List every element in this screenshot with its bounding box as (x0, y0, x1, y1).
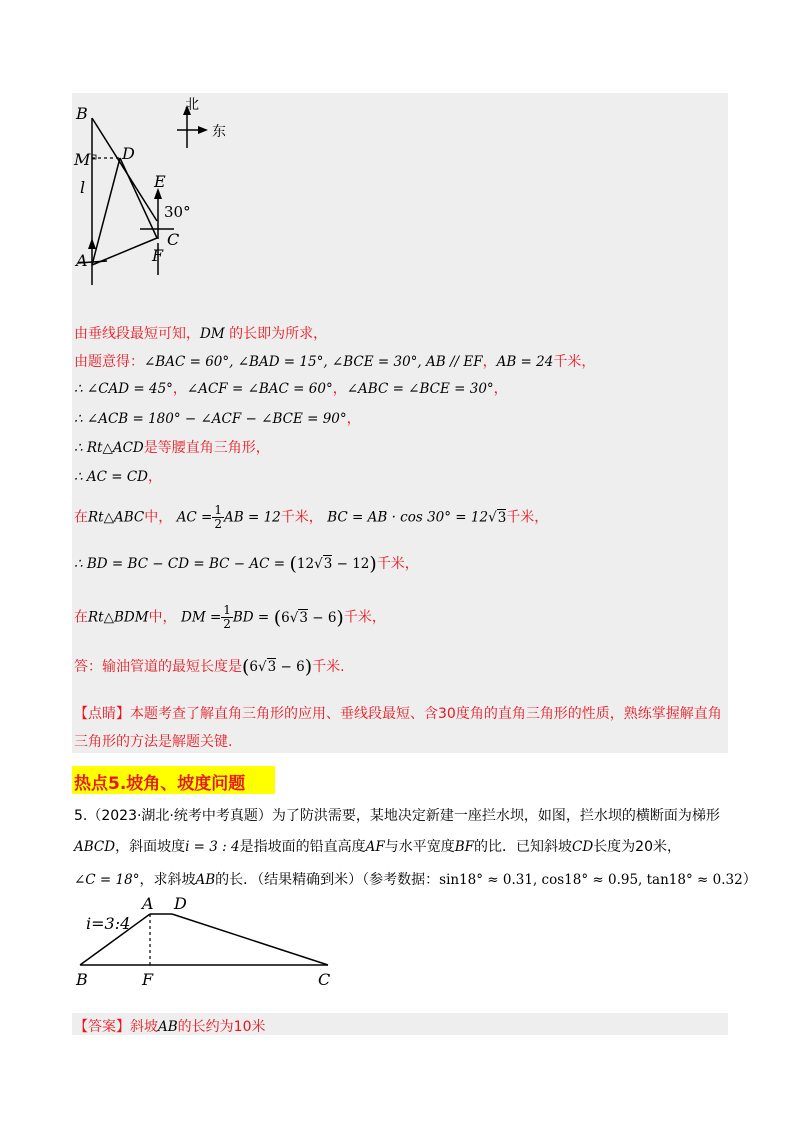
solution-line-4: ∴ ∠ACB = 180° − ∠ACF − ∠BCE = 90°， (74, 411, 361, 427)
solution-line-9: 在Rt△BDM中， DM = $\frac{1}{2}$ BD = (6√3 − 6)千米， (74, 603, 386, 631)
label-l: l (80, 178, 86, 197)
label-B: B (76, 104, 88, 123)
solution-line-5: ∴ Rt△ACD是等腰直角三角形， (74, 440, 270, 456)
solution-line-3: ∴ ∠CAD = 45°，∠ACF = ∠BAC = 60°，∠ABC = ∠BCE = 30°， (74, 381, 508, 397)
label-M: M (74, 150, 91, 169)
heading-text: 热点5.坡角、坡度问题 (74, 774, 246, 794)
solution-line-10: 答：输油管道的最短长度是(6√3 − 6)千米. (74, 656, 345, 678)
note-line-2: 三角形的方法是解题关键. (74, 734, 233, 750)
label-B2: B (76, 970, 88, 989)
label-D: D (122, 144, 135, 163)
figure-pipeline-diagram (72, 93, 252, 293)
label-C2: C (318, 970, 331, 989)
label-C: C (167, 230, 180, 249)
label-F: F (152, 246, 164, 265)
label-east: 东 (212, 124, 226, 140)
label-slope: i=3:4 (86, 914, 131, 933)
solution-line-7: 在Rt△ABC中， AC = $\frac{1}{2}$ AB = 12千米， BC = AB · cos 30° = 12√3千米， (74, 503, 549, 531)
note-line-1: 【点睛】本题考查了解直角三角形的应用、垂线段最短、含30度角的直角三角形的性质，熟练掌握解直角 (74, 706, 722, 722)
solution-line-6: ∴ AC = CD， (74, 469, 163, 485)
solution-line-1: 由垂线段最短可知，DM 的长即为所求， (74, 326, 328, 342)
label-A2: A (142, 894, 154, 913)
solution-line-8: ∴ BD = BC − CD = BC − AC = (12√3 − 12)千米， (74, 553, 419, 575)
section-heading (72, 766, 728, 794)
figure-dam-trapezoid (72, 893, 372, 993)
answer-text: 【答案】斜坡AB的长约为10米 (74, 1019, 266, 1035)
label-E: E (154, 172, 166, 191)
label-30deg: 30° (164, 203, 191, 221)
problem-line-3: ∠C = 18°，求斜坡AB的长．（结果精确到米）（参考数据：sin18° ≈ 0.31, cos18° ≈ 0.95, tan18° ≈ 0.32） (74, 872, 757, 888)
label-F2: F (142, 970, 154, 989)
problem-line-1: 5.（2023·湖北·统考中考真题）为了防洪需要，某地决定新建一座拦水坝，如图，拦水坝的横断面为梯形 (74, 808, 720, 824)
label-D2: D (174, 894, 187, 913)
answer-panel (72, 1013, 728, 1035)
label-A: A (76, 251, 88, 270)
solution-line-2: 由题意得：∠BAC = 60°, ∠BAD = 15°, ∠BCE = 30°, AB // EF，AB = 24千米， (74, 354, 596, 370)
label-north: 北 (185, 97, 199, 113)
problem-line-2: ABCD，斜面坡度i = 3 : 4是指坡面的铅直高度AF与水平宽度BF的比．已知斜坡CD长度为20米， (74, 839, 682, 855)
